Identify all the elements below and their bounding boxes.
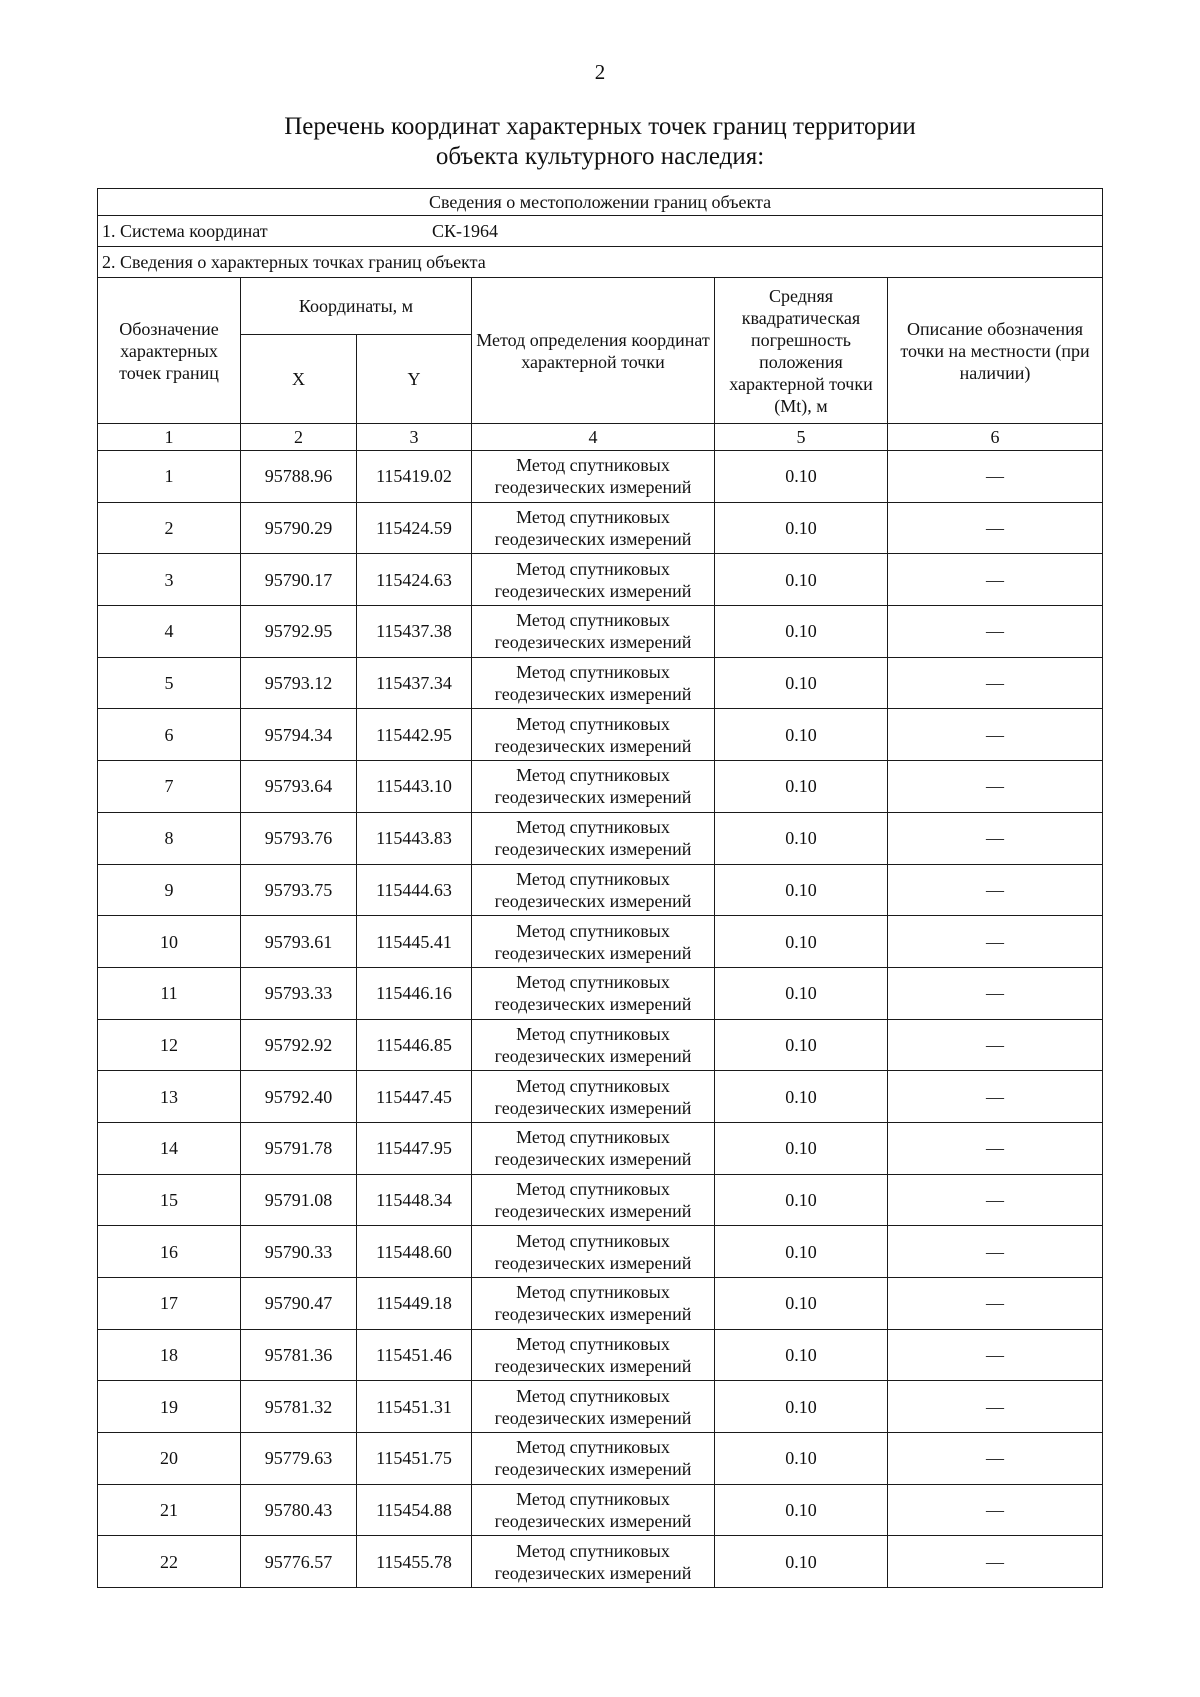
description-cell: — (888, 761, 1103, 813)
table-row (98, 709, 1103, 761)
error-cell: 0.10 (715, 1278, 888, 1330)
description-cell: — (888, 1433, 1103, 1485)
table-row (98, 761, 1103, 813)
table-row (98, 1278, 1103, 1330)
x-coordinate-cell: 95794.34 (241, 709, 357, 761)
method-cell: Метод спутниковых геодезических измерений (472, 451, 715, 503)
description-cell: — (888, 1278, 1103, 1330)
error-cell: 0.10 (715, 761, 888, 813)
error-cell: 0.10 (715, 1536, 888, 1588)
y-coordinate-cell: 115445.41 (357, 916, 472, 968)
point-number-cell: 2 (98, 502, 241, 554)
x-coordinate-cell: 95793.33 (241, 967, 357, 1019)
error-cell: 0.10 (715, 864, 888, 916)
description-cell: — (888, 502, 1103, 554)
method-cell: Метод спутниковых геодезических измерений (472, 864, 715, 916)
point-number-cell: 13 (98, 1071, 241, 1123)
error-cell: 0.10 (715, 1381, 888, 1433)
coordinate-system-row (98, 216, 1103, 247)
point-number-cell: 16 (98, 1226, 241, 1278)
coordinate-system-label: 1. Система координат (102, 221, 268, 241)
table-row (98, 1122, 1103, 1174)
point-number-cell: 3 (98, 554, 241, 606)
method-cell: Метод спутниковых геодезических измерений (472, 967, 715, 1019)
x-coordinate-cell: 95781.36 (241, 1329, 357, 1381)
point-number-cell: 10 (98, 916, 241, 968)
method-cell: Метод спутниковых геодезических измерений (472, 1019, 715, 1071)
page-title (0, 112, 1200, 172)
error-cell: 0.10 (715, 1122, 888, 1174)
table-row (98, 1381, 1103, 1433)
error-cell: 0.10 (715, 554, 888, 606)
y-coordinate-cell: 115455.78 (357, 1536, 472, 1588)
x-coordinate-cell: 95791.78 (241, 1122, 357, 1174)
description-cell: — (888, 1484, 1103, 1536)
description-cell: — (888, 554, 1103, 606)
y-coordinate-cell: 115444.63 (357, 864, 472, 916)
table-row (98, 451, 1103, 503)
table-row (98, 864, 1103, 916)
point-number-cell: 17 (98, 1278, 241, 1330)
error-cell: 0.10 (715, 657, 888, 709)
method-cell: Метод спутниковых геодезических измерений (472, 1484, 715, 1536)
y-coordinate-cell: 115448.34 (357, 1174, 472, 1226)
table-row (98, 1484, 1103, 1536)
point-number-cell: 14 (98, 1122, 241, 1174)
error-cell: 0.10 (715, 1329, 888, 1381)
x-coordinate-cell: 95790.17 (241, 554, 357, 606)
method-cell: Метод спутниковых геодезических измерений (472, 606, 715, 658)
x-coordinate-cell: 95793.61 (241, 916, 357, 968)
col-header-error: Средняя квадратическая погрешность положения характерной точки (Mt), м (715, 278, 888, 424)
table-row (98, 554, 1103, 606)
point-number-cell: 4 (98, 606, 241, 658)
point-number-cell: 18 (98, 1329, 241, 1381)
y-coordinate-cell: 115448.60 (357, 1226, 472, 1278)
y-coordinate-cell: 115446.85 (357, 1019, 472, 1071)
error-cell: 0.10 (715, 1174, 888, 1226)
y-coordinate-cell: 115447.45 (357, 1071, 472, 1123)
y-coordinate-cell: 115437.38 (357, 606, 472, 658)
table-row (98, 1226, 1103, 1278)
description-cell: — (888, 1174, 1103, 1226)
error-cell: 0.10 (715, 502, 888, 554)
page-number: 2 (594, 60, 606, 84)
point-number-cell: 12 (98, 1019, 241, 1071)
table-row (98, 1071, 1103, 1123)
point-number-cell: 22 (98, 1536, 241, 1588)
description-cell: — (888, 812, 1103, 864)
description-cell: — (888, 1071, 1103, 1123)
error-cell: 0.10 (715, 916, 888, 968)
table-row (98, 657, 1103, 709)
point-number-cell: 7 (98, 761, 241, 813)
col-number: 5 (715, 424, 888, 451)
y-coordinate-cell: 115451.75 (357, 1433, 472, 1485)
error-cell: 0.10 (715, 606, 888, 658)
table-row (98, 916, 1103, 968)
point-number-cell: 6 (98, 709, 241, 761)
x-coordinate-cell: 95792.40 (241, 1071, 357, 1123)
method-cell: Метод спутниковых геодезических измерений (472, 657, 715, 709)
method-cell: Метод спутниковых геодезических измерений (472, 1381, 715, 1433)
x-coordinate-cell: 95776.57 (241, 1536, 357, 1588)
point-number-cell: 11 (98, 967, 241, 1019)
table-row (98, 502, 1103, 554)
x-coordinate-cell: 95793.75 (241, 864, 357, 916)
method-cell: Метод спутниковых геодезических измерений (472, 502, 715, 554)
x-coordinate-cell: 95792.92 (241, 1019, 357, 1071)
y-coordinate-cell: 115424.63 (357, 554, 472, 606)
table-row (98, 606, 1103, 658)
method-cell: Метод спутниковых геодезических измерений (472, 709, 715, 761)
coordinates-table (97, 188, 1103, 1588)
error-cell: 0.10 (715, 451, 888, 503)
table-row (98, 1329, 1103, 1381)
x-coordinate-cell: 95790.47 (241, 1278, 357, 1330)
method-cell: Метод спутниковых геодезических измерений (472, 1226, 715, 1278)
description-cell: — (888, 657, 1103, 709)
col-number: 2 (241, 424, 357, 451)
error-cell: 0.10 (715, 1484, 888, 1536)
y-coordinate-cell: 115442.95 (357, 709, 472, 761)
y-coordinate-cell: 115443.83 (357, 812, 472, 864)
x-coordinate-cell: 95788.96 (241, 451, 357, 503)
col-header-description: Описание обозначения точки на местности (при наличии) (888, 278, 1103, 424)
table-header: Сведения о местоположении границ объекта (98, 189, 1103, 216)
method-cell: Метод спутниковых геодезических измерений (472, 1071, 715, 1123)
col-number: 1 (98, 424, 241, 451)
point-number-cell: 9 (98, 864, 241, 916)
description-cell: — (888, 709, 1103, 761)
error-cell: 0.10 (715, 1019, 888, 1071)
description-cell: — (888, 916, 1103, 968)
x-coordinate-cell: 95791.08 (241, 1174, 357, 1226)
coordinate-system-value: СК-1964 (432, 221, 499, 241)
col-header-method: Метод определения координат характерной точки (472, 278, 715, 424)
y-coordinate-cell: 115437.34 (357, 657, 472, 709)
x-coordinate-cell: 95781.32 (241, 1381, 357, 1433)
col-number: 6 (888, 424, 1103, 451)
method-cell: Метод спутниковых геодезических измерений (472, 1536, 715, 1588)
description-cell: — (888, 864, 1103, 916)
x-coordinate-cell: 95779.63 (241, 1433, 357, 1485)
description-cell: — (888, 1019, 1103, 1071)
x-coordinate-cell: 95780.43 (241, 1484, 357, 1536)
title-line-2: объекта культурного наследия: (435, 143, 765, 170)
x-coordinate-cell: 95793.12 (241, 657, 357, 709)
points-info-label: 2. Сведения о характерных точках границ объекта (98, 247, 1103, 278)
table-row (98, 812, 1103, 864)
description-cell: — (888, 1536, 1103, 1588)
point-number-cell: 8 (98, 812, 241, 864)
method-cell: Метод спутниковых геодезических измерений (472, 1329, 715, 1381)
table-row (98, 967, 1103, 1019)
col-header-y: Y (357, 335, 472, 424)
table-row (98, 1019, 1103, 1071)
title-line-1: Перечень координат характерных точек границ территории (284, 113, 916, 140)
method-cell: Метод спутниковых геодезических измерений (472, 812, 715, 864)
description-cell: — (888, 1226, 1103, 1278)
error-cell: 0.10 (715, 1433, 888, 1485)
description-cell: — (888, 451, 1103, 503)
y-coordinate-cell: 115419.02 (357, 451, 472, 503)
y-coordinate-cell: 115454.88 (357, 1484, 472, 1536)
method-cell: Метод спутниковых геодезических измерений (472, 1122, 715, 1174)
point-number-cell: 5 (98, 657, 241, 709)
point-number-cell: 15 (98, 1174, 241, 1226)
error-cell: 0.10 (715, 1226, 888, 1278)
description-cell: — (888, 606, 1103, 658)
col-number: 4 (472, 424, 715, 451)
method-cell: Метод спутниковых геодезических измерений (472, 554, 715, 606)
error-cell: 0.10 (715, 1071, 888, 1123)
y-coordinate-cell: 115451.46 (357, 1329, 472, 1381)
method-cell: Метод спутниковых геодезических измерений (472, 1174, 715, 1226)
y-coordinate-cell: 115424.59 (357, 502, 472, 554)
col-header-coords: Координаты, м (241, 278, 472, 335)
col-number: 3 (357, 424, 472, 451)
x-coordinate-cell: 95793.76 (241, 812, 357, 864)
x-coordinate-cell: 95790.33 (241, 1226, 357, 1278)
table-row (98, 1433, 1103, 1485)
description-cell: — (888, 1329, 1103, 1381)
col-header-x: X (241, 335, 357, 424)
error-cell: 0.10 (715, 812, 888, 864)
error-cell: 0.10 (715, 967, 888, 1019)
point-number-cell: 19 (98, 1381, 241, 1433)
y-coordinate-cell: 115446.16 (357, 967, 472, 1019)
point-number-cell: 21 (98, 1484, 241, 1536)
description-cell: — (888, 1381, 1103, 1433)
point-number-cell: 1 (98, 451, 241, 503)
method-cell: Метод спутниковых геодезических измерений (472, 1278, 715, 1330)
table-row (98, 1536, 1103, 1588)
col-header-point: Обозначение характерных точек границ (98, 278, 241, 424)
x-coordinate-cell: 95790.29 (241, 502, 357, 554)
method-cell: Метод спутниковых геодезических измерений (472, 1433, 715, 1485)
description-cell: — (888, 967, 1103, 1019)
error-cell: 0.10 (715, 709, 888, 761)
y-coordinate-cell: 115443.10 (357, 761, 472, 813)
method-cell: Метод спутниковых геодезических измерений (472, 761, 715, 813)
point-number-cell: 20 (98, 1433, 241, 1485)
description-cell: — (888, 1122, 1103, 1174)
y-coordinate-cell: 115449.18 (357, 1278, 472, 1330)
x-coordinate-cell: 95792.95 (241, 606, 357, 658)
method-cell: Метод спутниковых геодезических измерений (472, 916, 715, 968)
x-coordinate-cell: 95793.64 (241, 761, 357, 813)
y-coordinate-cell: 115447.95 (357, 1122, 472, 1174)
y-coordinate-cell: 115451.31 (357, 1381, 472, 1433)
table-row (98, 1174, 1103, 1226)
